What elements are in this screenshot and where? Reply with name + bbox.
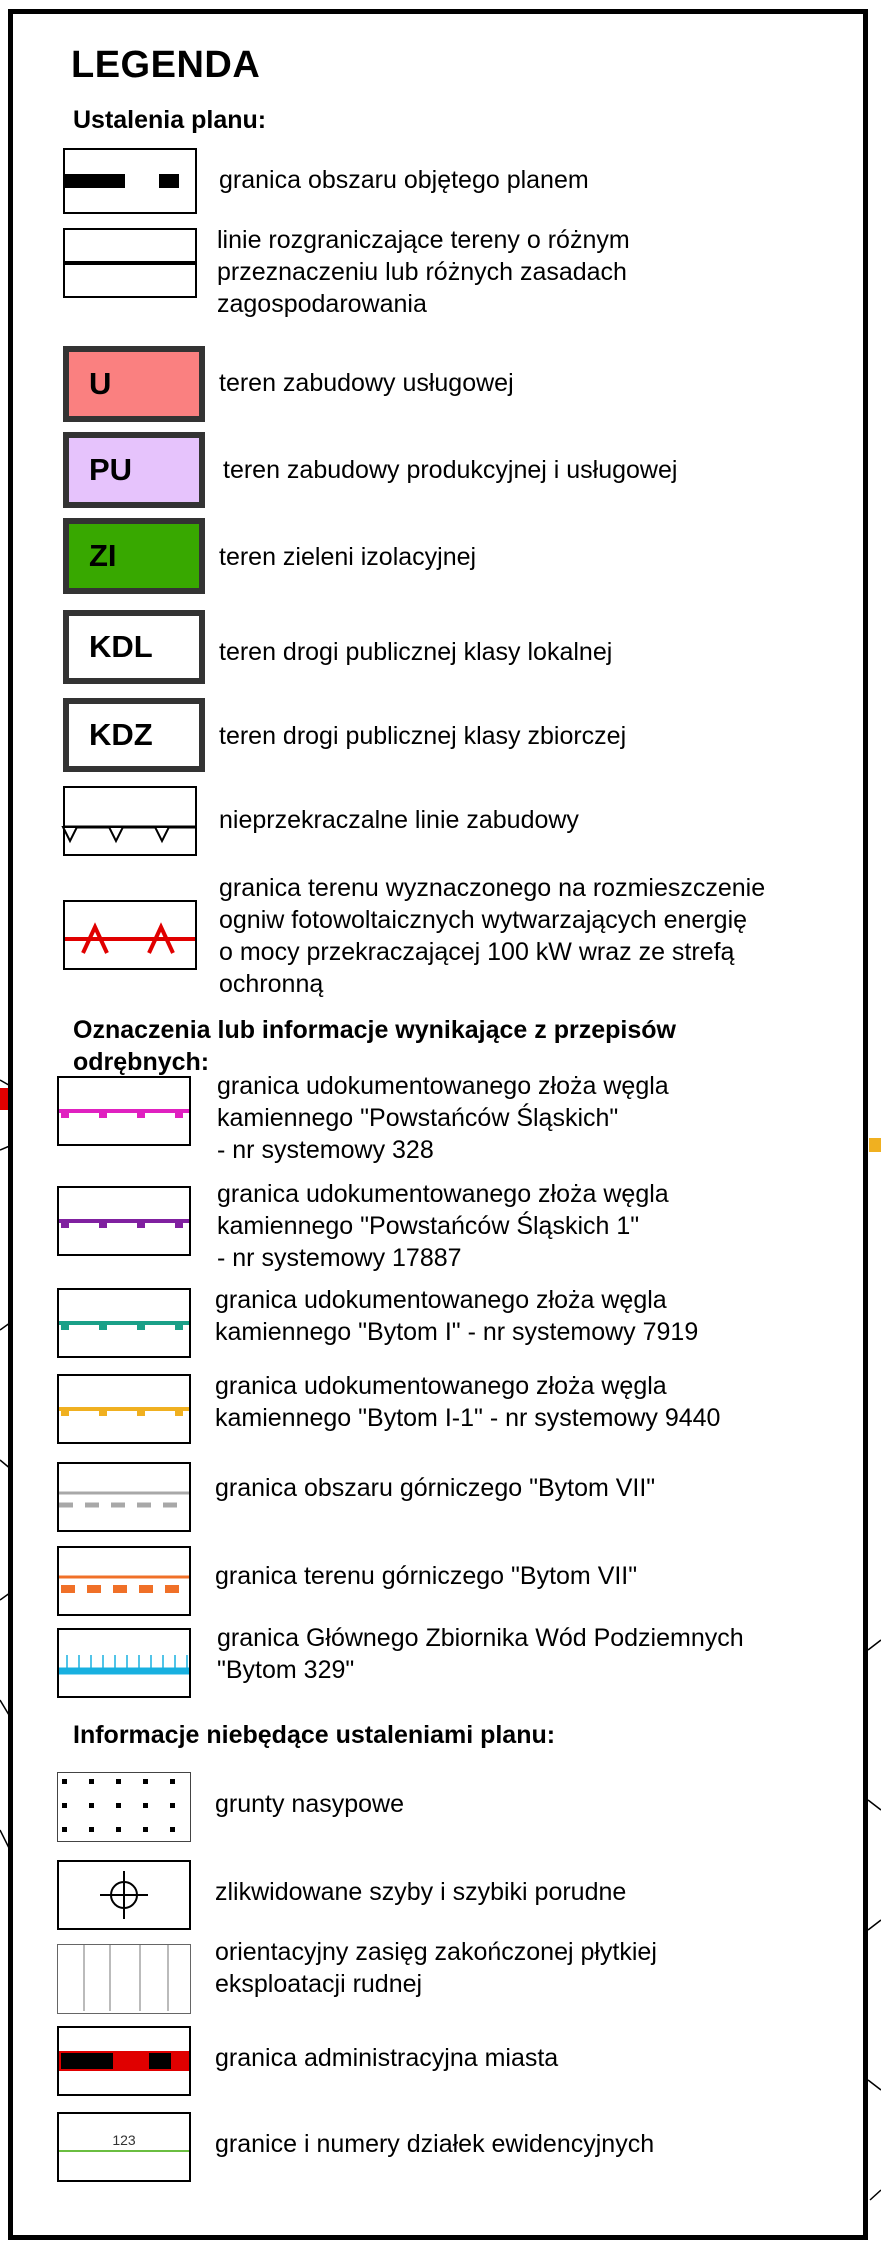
description-line: teren drogi publicznej klasy lokalnej bbox=[219, 638, 613, 666]
deposit-tick bbox=[99, 1220, 107, 1228]
plan-boundary-symbol bbox=[63, 148, 197, 214]
deposit-tick bbox=[61, 1322, 69, 1330]
fill-dot bbox=[170, 1827, 175, 1832]
description-line: teren zabudowy produkcyjnej i usługowej bbox=[223, 456, 678, 484]
description-line: zagospodarowania bbox=[217, 290, 427, 318]
legend-title: LEGENDA bbox=[71, 44, 261, 86]
legend-item-description bbox=[219, 804, 579, 836]
fill-dot bbox=[143, 1827, 148, 1832]
zone-code: ZI bbox=[89, 538, 117, 573]
description-line: ochronną bbox=[219, 970, 324, 998]
description-line: granica udokumentowanego złoża węgla bbox=[217, 1180, 669, 1208]
section-regulations-line-1: Oznaczenia lub informacje wynikające z przepisów bbox=[73, 1016, 676, 1044]
fill-dot bbox=[116, 1803, 121, 1808]
zone-swatch-kdz bbox=[63, 698, 205, 772]
description-line: granica terenu wyznaczonego na rozmieszczenie bbox=[219, 874, 766, 902]
section-regulations-heading bbox=[73, 1014, 676, 1078]
legend-item-description bbox=[215, 2128, 654, 2160]
fill-dot bbox=[89, 1827, 94, 1832]
description-line: zlikwidowane szyby i szybiki porudne bbox=[215, 1878, 627, 1906]
description-line: granica obszaru górniczego "Bytom VII" bbox=[215, 1474, 656, 1502]
building-line-symbol bbox=[63, 786, 197, 856]
legend-item-description bbox=[219, 164, 589, 196]
deposit-tick bbox=[137, 1220, 145, 1228]
fill-dot bbox=[143, 1779, 148, 1784]
description-line: o mocy przekraczającej 100 kW wraz ze strefą bbox=[219, 938, 735, 966]
fill-dot bbox=[62, 1803, 67, 1808]
description-line: eksploatacji rudnej bbox=[215, 1970, 423, 1998]
building-line-triangle bbox=[155, 827, 169, 841]
solar-boundary-symbol bbox=[63, 900, 197, 970]
legend-item-description bbox=[219, 367, 514, 399]
parcel-symbol bbox=[57, 2112, 191, 2182]
deposit-tick bbox=[61, 1110, 69, 1118]
description-line: granica terenu górniczego "Bytom VII" bbox=[215, 1562, 638, 1590]
legend-item-description bbox=[217, 224, 630, 320]
description-line: granica udokumentowanego złoża węgla bbox=[215, 1286, 667, 1314]
deposit-boundary-symbol bbox=[57, 1288, 191, 1358]
deposit-tick bbox=[175, 1220, 183, 1228]
city-boundary-symbol bbox=[57, 2026, 191, 2096]
description-line: teren zabudowy usługowej bbox=[219, 369, 514, 397]
legend-item-description bbox=[215, 2042, 558, 2074]
deposit-tick bbox=[61, 1408, 69, 1416]
legend-item-description bbox=[215, 1472, 655, 1504]
legend-item-description bbox=[219, 636, 612, 668]
deposit-boundary-symbol bbox=[57, 1374, 191, 1444]
zone-code: PU bbox=[89, 452, 133, 487]
legend-item-description bbox=[215, 1788, 404, 1820]
zone-code: KDL bbox=[89, 629, 153, 664]
description-line: kamiennego "Powstańców Śląskich 1" bbox=[217, 1212, 640, 1240]
description-line: - nr systemowy 17887 bbox=[217, 1244, 462, 1272]
fill-dot bbox=[143, 1803, 148, 1808]
fill-ground-symbol bbox=[57, 1772, 191, 1842]
building-line-triangle bbox=[109, 827, 123, 841]
description-line: teren drogi publicznej klasy zbiorczej bbox=[219, 722, 627, 750]
deposit-tick bbox=[175, 1408, 183, 1416]
description-line: granice i numery działek ewidencyjnych bbox=[215, 2130, 655, 2158]
description-line: kamiennego "Bytom I" - nr systemowy 7919 bbox=[215, 1318, 699, 1346]
dash-short bbox=[159, 174, 179, 188]
fill-dot bbox=[170, 1803, 175, 1808]
description-line: kamiennego "Powstańców Śląskich" bbox=[217, 1104, 619, 1132]
deposit-tick bbox=[137, 1322, 145, 1330]
description-line: granica administracyjna miasta bbox=[215, 2044, 559, 2072]
description-line: granica udokumentowanego złoża węgla bbox=[217, 1072, 669, 1100]
deposit-boundary-symbol bbox=[57, 1186, 191, 1256]
fill-dot bbox=[170, 1779, 175, 1784]
ore-exploitation-symbol bbox=[57, 1944, 191, 2014]
zone-swatch-zi bbox=[63, 518, 205, 594]
mining-terrain-symbol bbox=[57, 1546, 191, 1616]
fill-dot bbox=[89, 1803, 94, 1808]
section-info-heading: Informacje niebędące ustaleniami planu: bbox=[73, 1721, 556, 1749]
city-boundary-dash-short bbox=[149, 2053, 171, 2069]
deposit-tick bbox=[175, 1322, 183, 1330]
fill-dot bbox=[62, 1779, 67, 1784]
mining-area-symbol bbox=[57, 1462, 191, 1532]
legend-panel bbox=[8, 9, 868, 2240]
description-line: granica udokumentowanego złoża węgla bbox=[215, 1372, 667, 1400]
zone-code: KDZ bbox=[89, 717, 153, 752]
dash-long bbox=[65, 174, 125, 188]
legend-item-description bbox=[223, 454, 677, 486]
zone-code: U bbox=[89, 366, 112, 401]
description-line: nieprzekraczalne linie zabudowy bbox=[219, 806, 579, 834]
description-line: - nr systemowy 328 bbox=[217, 1136, 434, 1164]
deposit-tick bbox=[137, 1110, 145, 1118]
deposit-tick bbox=[99, 1322, 107, 1330]
shaft-symbol bbox=[57, 1860, 191, 1930]
description-line: przeznaczeniu lub różnych zasadach bbox=[217, 258, 627, 286]
legend-item-description bbox=[219, 541, 476, 573]
description-line: orientacyjny zasięg zakończonej płytkiej bbox=[215, 1938, 657, 1966]
deposit-tick bbox=[99, 1110, 107, 1118]
legend-item-description bbox=[215, 1284, 698, 1348]
building-line-triangle bbox=[63, 827, 77, 841]
legend-item-description bbox=[215, 1936, 657, 2000]
deposit-tick bbox=[137, 1408, 145, 1416]
legend-item-description bbox=[219, 720, 626, 752]
demarcation-line-symbol bbox=[63, 228, 197, 298]
description-line: grunty nasypowe bbox=[215, 1790, 405, 1818]
description-line: linie rozgraniczające tereny o różnym bbox=[217, 226, 630, 254]
deposit-tick bbox=[175, 1110, 183, 1118]
description-line: granica Głównego Zbiornika Wód Podziemnych bbox=[217, 1624, 744, 1652]
fill-dot bbox=[116, 1779, 121, 1784]
deposit-boundary-symbol bbox=[57, 1076, 191, 1146]
fill-dot bbox=[62, 1827, 67, 1832]
zone-swatch-u bbox=[63, 346, 205, 422]
description-line: ogniw fotowoltaicznych wytwarzających energię bbox=[219, 906, 748, 934]
aquifer-boundary-symbol bbox=[57, 1628, 191, 1698]
deposit-tick bbox=[61, 1220, 69, 1228]
zone-swatch-pu bbox=[63, 432, 205, 508]
section-plan-heading: Ustalenia planu: bbox=[73, 106, 267, 134]
parcel-number: 123 bbox=[112, 2132, 136, 2148]
legend-item-description bbox=[215, 1876, 626, 1908]
legend-item-description bbox=[219, 872, 765, 1000]
legend-item-description bbox=[217, 1070, 669, 1166]
fill-dot bbox=[116, 1827, 121, 1832]
description-line: teren zieleni izolacyjnej bbox=[219, 543, 477, 571]
city-boundary-dash-long bbox=[61, 2053, 113, 2069]
description-line: "Bytom 329" bbox=[217, 1656, 355, 1684]
zone-swatch-kdl bbox=[63, 610, 205, 684]
fill-dot bbox=[89, 1779, 94, 1784]
legend-item-description bbox=[217, 1178, 669, 1274]
legend-item-description bbox=[217, 1622, 744, 1686]
section-regulations-line-2: odrębnych: bbox=[73, 1048, 210, 1076]
description-line: granica obszaru objętego planem bbox=[219, 166, 589, 194]
legend-item-description bbox=[215, 1560, 637, 1592]
legend-item-description bbox=[215, 1370, 720, 1434]
deposit-tick bbox=[99, 1408, 107, 1416]
description-line: kamiennego "Bytom I-1" - nr systemowy 9440 bbox=[215, 1404, 721, 1432]
